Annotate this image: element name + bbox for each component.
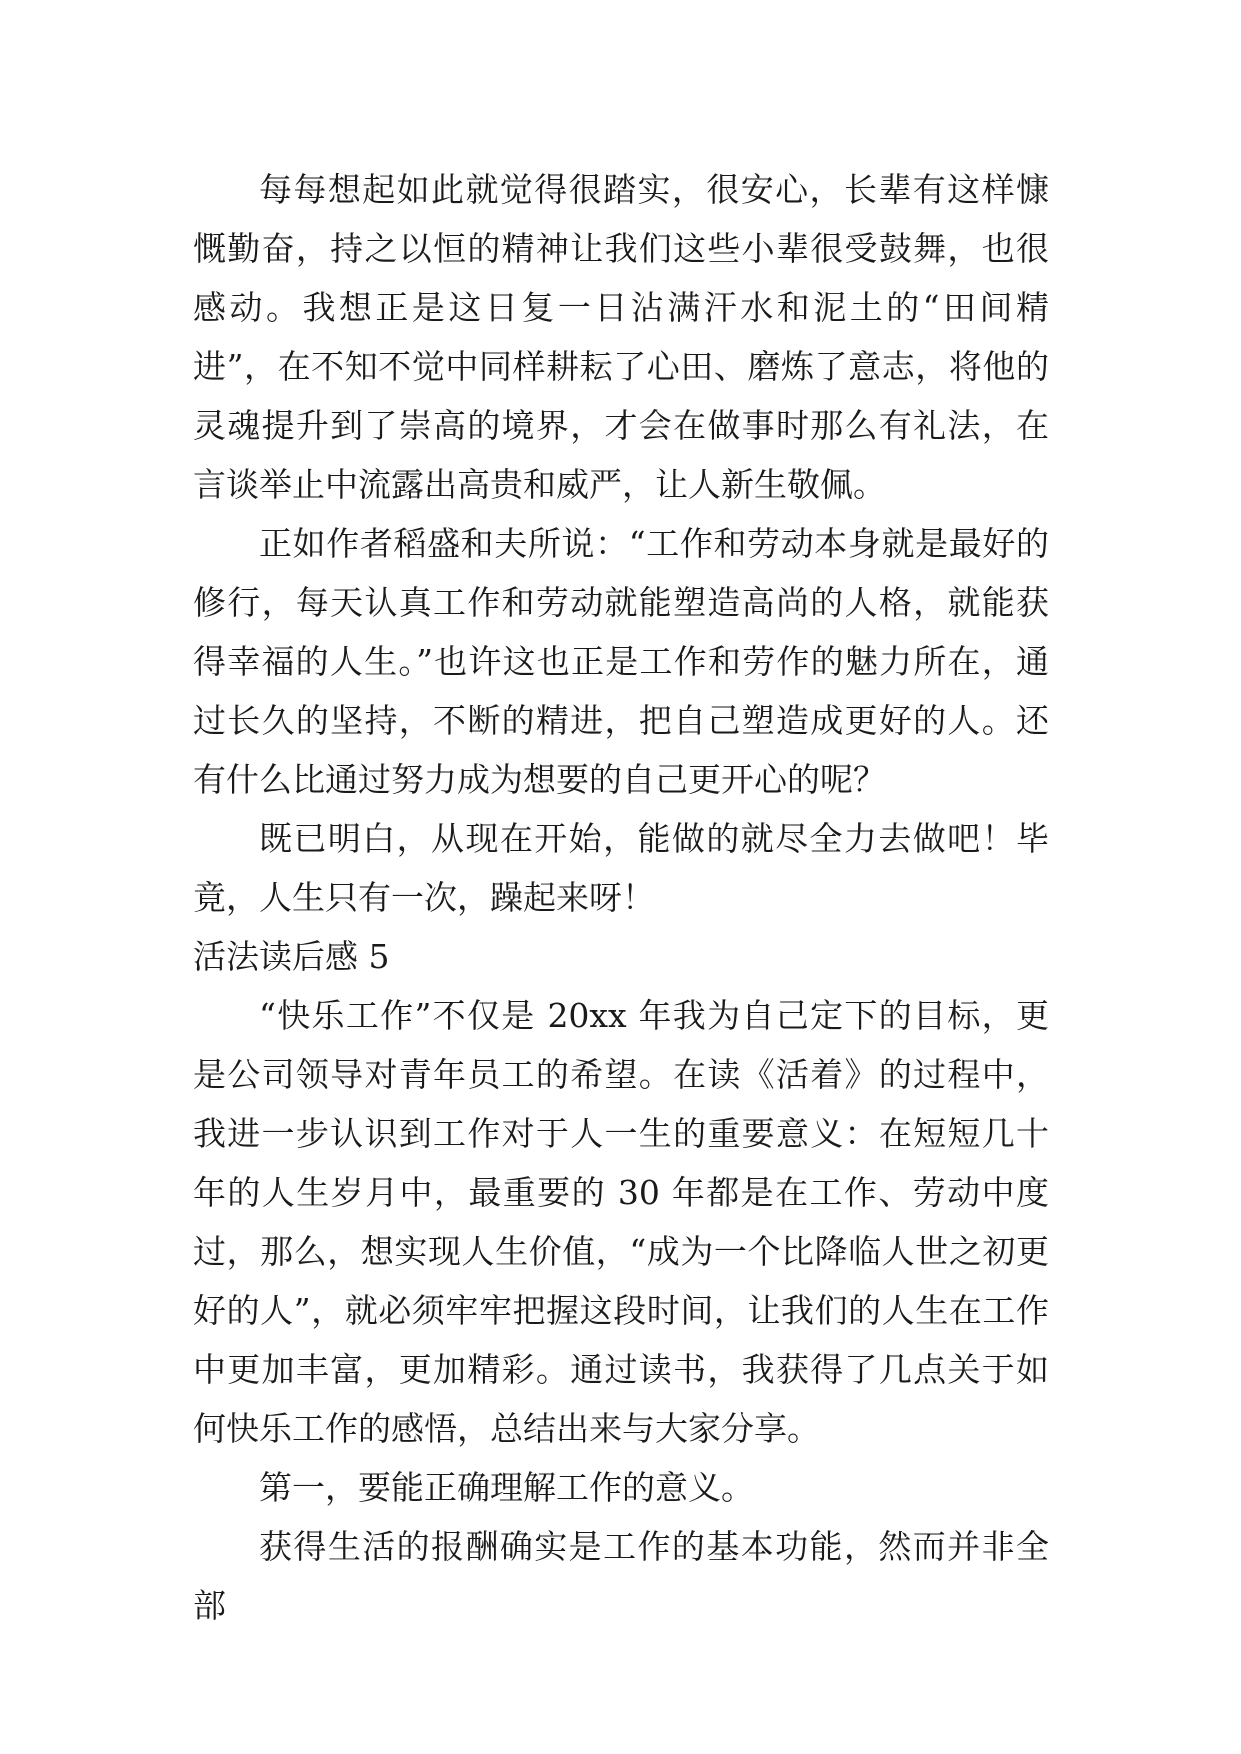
paragraph: 获得生活的报酬确实是工作的基本功能，然而并非全部 [193,1527,1049,1625]
paragraph: 正如作者稻盛和夫所说：“工作和劳动本身就是最好的修行，每天认真工作和劳动就能塑造高尚的人格，就能获得幸福的人生。”也许这也正是工作和劳作的魅力所在，通过长久的坚持，不断的精进，把自己塑造成更好的人。还有什么比通过努力成为想要的自己更开心的呢？ [193,524,1049,799]
section-title: 活法读后感 5 [193,937,390,976]
paragraph: 每每想起如此就觉得很踏实，很安心，长辈有这样慷慨勤奋，持之以恒的精神让我们这些小辈很受鼓舞，也很感动。我想正是这日复一日沾满汗水和泥土的“田间精进”，在不知不觉中同样耕耘了心田、磨炼了意志，将他的灵魂提升到了崇高的境界，才会在做事时那么有礼法，在言谈举止中流露出高贵和威严，让人新生敬佩。 [193,170,1049,504]
paragraph: “快乐工作”不仅是 20xx 年我为自己定下的目标，更是公司领导对青年员工的希望。在读《活着》的过程中，我进一步认识到工作对于人一生的重要意义：在短短几十年的人生岁月中，最重要的 30 年都是在工作、劳动中度过，那么，想实现人生价值，“成为一个比降临人世之初更好的人”，就必须牢牢把握这段时间，让我们的人生在工作中更加丰富，更加精彩。通过读书，我获得了几点关于如何快乐工作的感悟，总结出来与大家分享。 [193,996,1049,1448]
paragraph: 既已明白，从现在开始，能做的就尽全力去做吧！毕竟，人生只有一次，躁起来呀！ [193,819,1049,917]
document-body [193,160,1049,1635]
paragraph: 第一，要能正确理解工作的意义。 [259,1468,754,1507]
